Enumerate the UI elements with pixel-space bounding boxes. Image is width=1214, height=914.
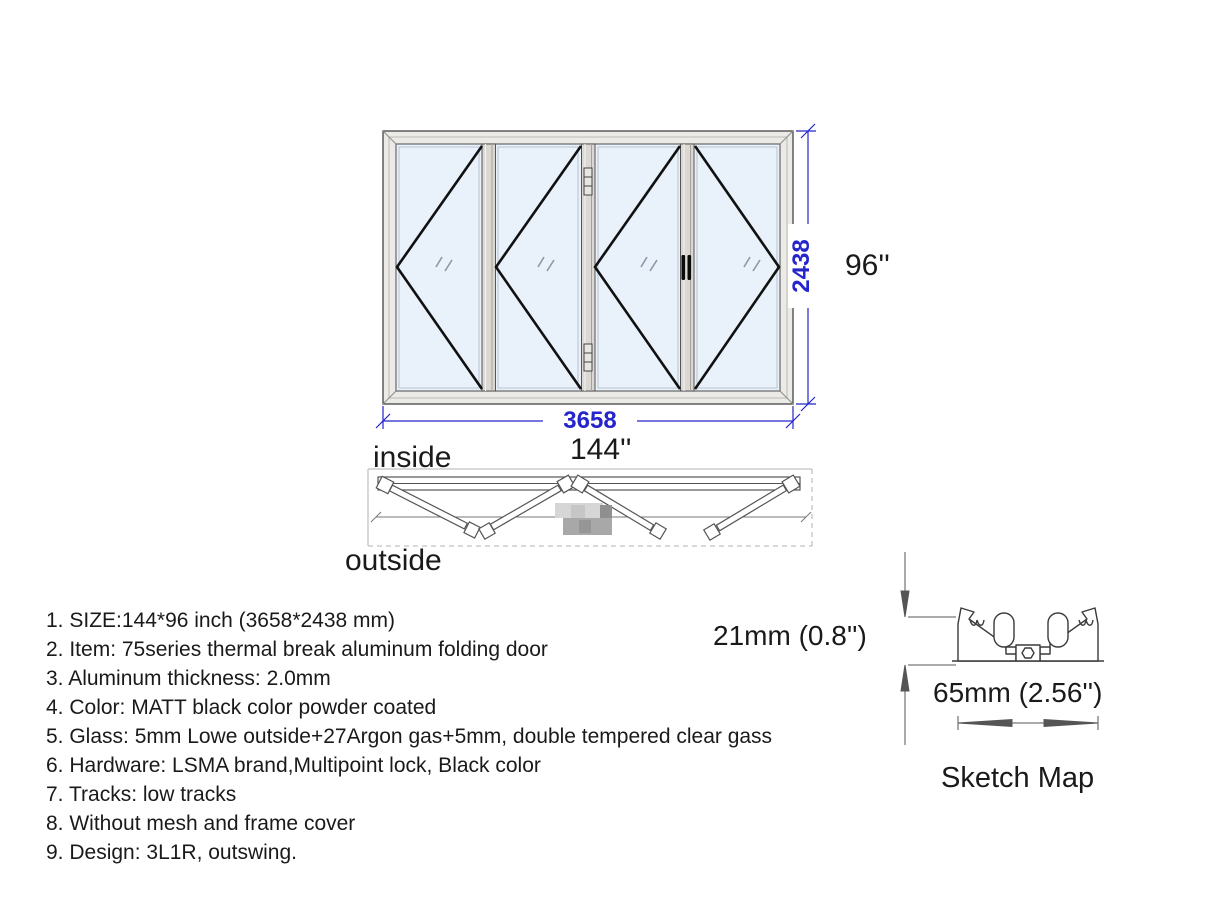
width-dimension-mm-label: 3658 bbox=[543, 407, 637, 435]
sketch-map-drawing bbox=[901, 552, 1104, 745]
spec-item: 2. Item: 75series thermal break aluminum folding door bbox=[46, 638, 548, 661]
spec-item: 1. SIZE:144*96 inch (3658*2438 mm) bbox=[46, 609, 396, 632]
spec-item: 6. Hardware: LSMA brand,Multipoint lock, Black color bbox=[46, 754, 541, 777]
plan-panel-2 bbox=[490, 485, 561, 530]
hinge-bottom-icon bbox=[584, 344, 592, 371]
inside-label: inside bbox=[373, 441, 452, 474]
spec-item: 5. Glass: 5mm Lowe outside+27Argon gas+5mm, double tempered clear gass bbox=[46, 725, 773, 748]
sketch-map-title: Sketch Map bbox=[941, 762, 1095, 794]
roller-left bbox=[994, 613, 1014, 647]
hinge-top-icon bbox=[584, 168, 592, 195]
specification-list bbox=[46, 606, 776, 867]
track-height-dimension bbox=[901, 552, 956, 745]
outside-label: outside bbox=[345, 544, 442, 577]
height-dimension-mm-label: 2438 bbox=[788, 224, 816, 308]
spec-item: 8. Without mesh and frame cover bbox=[46, 812, 356, 835]
height-dimension-inch-label: 96'' bbox=[845, 249, 890, 282]
spec-item: 3. Aluminum thickness: 2.0mm bbox=[46, 667, 331, 690]
spec-item: 9. Design: 3L1R, outswing. bbox=[46, 841, 297, 864]
track-height-label: 21mm (0.8'') bbox=[713, 620, 867, 651]
roller-right bbox=[1048, 613, 1068, 647]
plan-view bbox=[368, 469, 812, 546]
thermal-break-hole bbox=[1022, 648, 1034, 658]
door-elevation bbox=[383, 131, 793, 404]
plan-panel-1 bbox=[390, 485, 468, 529]
blurred-watermark bbox=[555, 503, 612, 535]
mullion-1 bbox=[482, 144, 496, 391]
width-dimension-inch-label: 144'' bbox=[570, 433, 632, 466]
track-width-label: 65mm (2.56'') bbox=[933, 677, 1103, 708]
plan-panel-4 bbox=[716, 485, 786, 531]
spec-item: 4. Color: MATT black color powder coated bbox=[46, 696, 437, 719]
spec-item: 7. Tracks: low tracks bbox=[46, 783, 237, 806]
track-width-dimension bbox=[958, 716, 1098, 730]
track-profile-section bbox=[952, 608, 1104, 661]
